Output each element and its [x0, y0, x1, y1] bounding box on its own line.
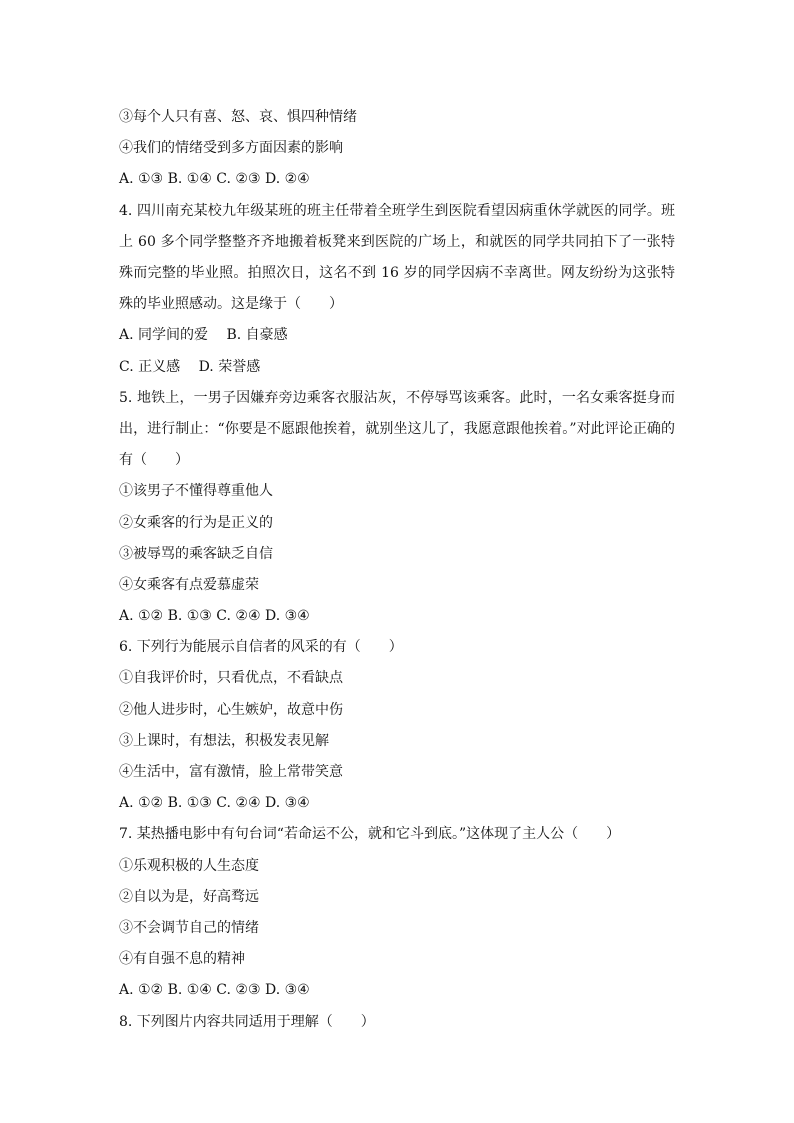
question-4-options-ab: A. 同学间的爱 B. 自豪感	[119, 327, 288, 344]
question-5-options: A. ①② B. ①③ C. ②④ D. ③④	[119, 608, 310, 625]
question-7-statement-3: ③不会调节自己的情绪	[119, 919, 259, 936]
question-6-options: A. ①② B. ①③ C. ②④ D. ③④	[119, 795, 310, 812]
question-8: 8. 下列图片内容共同适用于理解（ ）	[119, 1013, 375, 1030]
question-5-statement-4: ④女乘客有点爱慕虚荣	[119, 576, 259, 593]
question-text	[119, 102, 675, 1038]
question-7-statement-2: ②自以为是，好高骛远	[119, 888, 259, 905]
question-6-statement-1: ①自我评价时，只看优点，不看缺点	[119, 670, 343, 687]
question-6: 6. 下列行为能展示自信者的风采的有（ ）	[119, 639, 403, 656]
question-5-statement-3: ③被辱骂的乘客缺乏自信	[119, 545, 273, 562]
question-6-statement-2: ②他人进步时，心生嫉妒，故意中伤	[119, 701, 343, 718]
question-7-statement-1: ①乐观积极的人生态度	[119, 857, 259, 874]
question-4-options-cd: C. 正义感 D. 荣誉感	[119, 358, 261, 375]
statement-3: ③每个人只有喜、怒、哀、惧四种情绪	[119, 109, 357, 125]
question-6-statement-3: ③上课时，有想法，积极发表见解	[119, 732, 329, 749]
question-4: 4. 四川南充某校九年级某班的班主任带着全班学生到医院看望因病重休学就医的同学。班上 60 多个同学整整齐齐地搬着板凳来到医院的广场上，和就医的同学共同拍下了一张特殊而完整的毕业照。拍照次日，这名不到 16 岁的同学因病不幸离世。网友纷纷为这张特殊的毕业照感动。这是缘于（ ）	[119, 202, 675, 313]
statement-4: ④我们的情绪受到多方面因素的影响	[119, 140, 343, 157]
question-7: 7. 某热播电影中有句台词“若命运不公，就和它斗到底。”这体现了主人公（ ）	[119, 826, 621, 843]
question-5-statement-2: ②女乘客的行为是正义的	[119, 514, 273, 531]
question-5-statement-1: ①该男子不懂得尊重他人	[119, 483, 273, 500]
question-7-options: A. ①② B. ①④ C. ②③ D. ③④	[119, 982, 310, 999]
question-5: 5. 地铁上，一男子因嫌弃旁边乘客衣服沾灰，不停辱骂该乘客。此时，一名女乘客挺身而出，进行制止：“你要是不愿跟他挨着，就别坐这儿了，我愿意跟他挨着。”对此评论正确的有（ ）	[119, 389, 675, 469]
question-6-statement-4: ④生活中，富有激情，脸上常带笑意	[119, 764, 343, 781]
answer-options-3: A. ①③ B. ①④ C. ②③ D. ②④	[119, 171, 310, 188]
question-7-statement-4: ④有自强不息的精神	[119, 951, 245, 968]
